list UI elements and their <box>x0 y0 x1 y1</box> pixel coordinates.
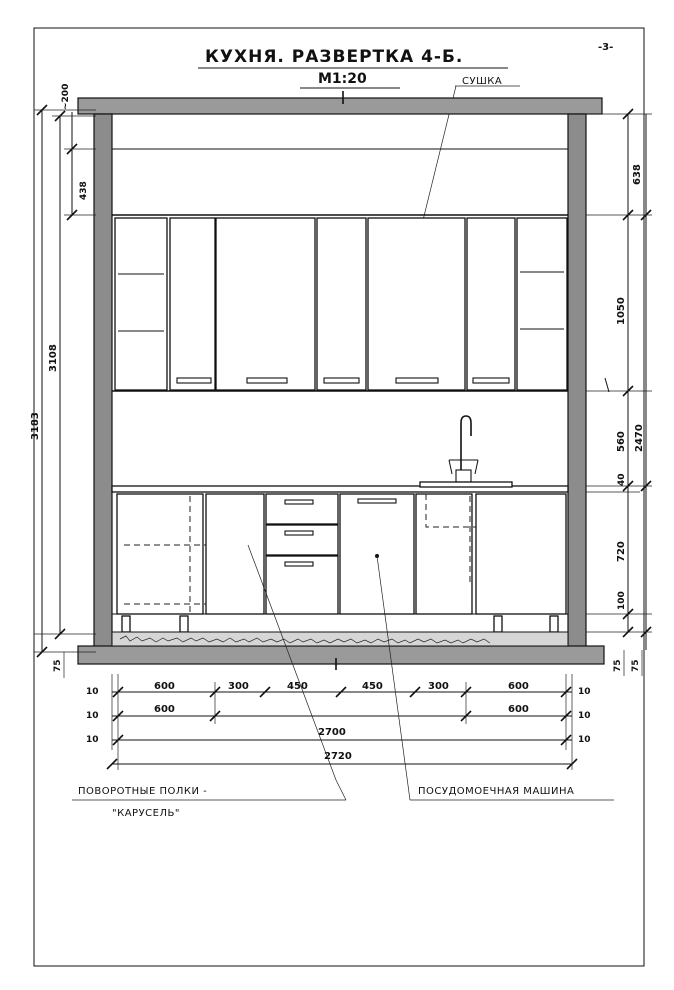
dim-right-plinth: 100 <box>617 591 627 610</box>
dim-left-outer: 3183 <box>30 412 41 440</box>
wall-handle-4 <box>396 378 438 383</box>
sink-rim <box>420 482 512 487</box>
floor-finish-layer <box>112 632 568 646</box>
dim-row3-c: 10 <box>578 735 591 745</box>
ceiling-slab <box>78 98 602 114</box>
dim-row1-f: 300 <box>428 681 449 692</box>
dim-row2-b: 600 <box>154 704 175 715</box>
dim-row1-d: 450 <box>287 681 308 692</box>
dim-row1-b: 600 <box>154 681 175 692</box>
wall-door-5 <box>467 218 515 390</box>
dim-left-top: 438 <box>79 181 89 200</box>
base-door-2 <box>206 494 264 614</box>
drawer-3-handle <box>285 562 313 566</box>
wall-handle-2 <box>247 378 287 383</box>
dim-row2-d: 10 <box>578 711 591 721</box>
left-dimensions <box>30 84 96 678</box>
dim-row1-h: 10 <box>578 687 591 697</box>
dim-right-wall-cabinets: 1050 <box>616 297 627 325</box>
dim-row2-a: 10 <box>86 711 99 721</box>
dim-right-top: 638 <box>632 164 643 185</box>
drawing-title: КУХНЯ. РАЗВЕРТКА 4-Б. <box>205 47 464 67</box>
carousel-label-line2: "КАРУСЕЛЬ" <box>112 808 180 819</box>
plinth <box>112 614 568 646</box>
dim-right-backsplash: 560 <box>616 431 627 452</box>
wall-handle-5 <box>473 378 509 383</box>
carousel-label-line1: ПОВОРОТНЫЕ ПОЛКИ - <box>78 786 208 797</box>
drawer-1-handle <box>285 500 313 504</box>
base-cabinets <box>117 494 566 614</box>
bottom-dimensions <box>86 674 591 770</box>
dim-row1-c: 300 <box>228 681 249 692</box>
dim-row3-a: 10 <box>86 735 99 745</box>
sink-cabinet-door <box>416 494 472 614</box>
drawer-1 <box>266 494 338 524</box>
dim-row4: 2720 <box>324 751 352 762</box>
mixer-tap <box>449 416 478 482</box>
floor-slab <box>78 646 604 664</box>
dim-right-bottom-a: 75 <box>613 659 623 672</box>
wall-cabinets <box>112 215 568 391</box>
dim-left-inner: 3108 <box>48 344 59 372</box>
right-dimensions <box>586 109 652 676</box>
dim-row3-b: 2700 <box>318 727 346 738</box>
dim-row1-e: 450 <box>362 681 383 692</box>
drawer-2-handle <box>285 531 313 535</box>
wall-door-2 <box>216 218 315 390</box>
page-number: -3- <box>598 42 614 53</box>
wall-open-shelf-left <box>115 218 167 390</box>
wall-handle-1 <box>177 378 211 383</box>
dim-right-worktop-offset: 40 <box>617 473 627 486</box>
wall-door-4 <box>368 218 465 390</box>
left-wall <box>94 114 112 648</box>
dim-left-bottom: 75 <box>53 659 63 672</box>
drawing-scale: М1:20 <box>318 71 367 87</box>
dim-right-total: 2470 <box>634 424 645 452</box>
dim-row1-a: 10 <box>86 687 99 697</box>
dim-right-base: 720 <box>616 541 627 562</box>
base-door-right <box>476 494 566 614</box>
wall-door-1 <box>170 218 215 390</box>
dim-right-bottom-b: 75 <box>631 659 641 672</box>
drying-rack-label: СУШКА <box>462 76 503 87</box>
dishwasher-handle <box>358 499 396 503</box>
wall-open-shelf-right <box>517 218 567 390</box>
right-wall <box>568 114 586 648</box>
wall-handle-3 <box>324 378 359 383</box>
wall-door-3 <box>317 218 366 390</box>
dim-left-top-small: ~200 <box>61 83 71 110</box>
drawer-2 <box>266 525 338 555</box>
dim-row1-g: 600 <box>508 681 529 692</box>
dishwasher-label: ПОСУДОМОЕЧНАЯ МАШИНА <box>418 786 575 797</box>
dim-row2-c: 600 <box>508 704 529 715</box>
